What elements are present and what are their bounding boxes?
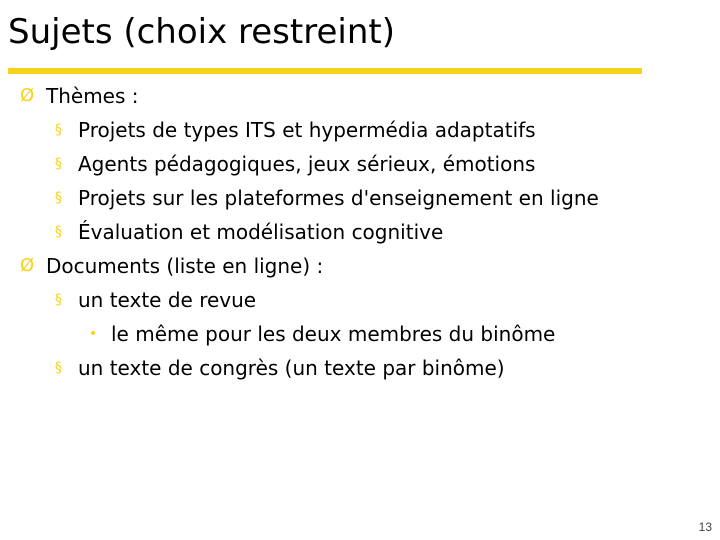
square-bullet-icon: §	[55, 190, 62, 206]
list-item-text: Agents pédagogiques, jeux sérieux, émotions	[78, 152, 536, 176]
title-underline	[8, 68, 642, 74]
square-bullet-icon: §	[55, 360, 62, 376]
list-item-text: Thèmes :	[46, 84, 139, 108]
dot-bullet-icon: •	[89, 326, 98, 342]
list-item-text: Documents (liste en ligne) :	[46, 254, 324, 278]
list-item-text: Projets de types ITS et hypermédia adaptatifs	[78, 118, 536, 142]
list-item-text: un texte de congrès (un texte par binôme)	[78, 356, 505, 380]
list-item-text: Évaluation et modélisation cognitive	[78, 220, 444, 244]
arrow-bullet-icon: Ø	[20, 255, 35, 276]
square-bullet-icon: §	[55, 122, 62, 138]
list-item-text: Projets sur les plateformes d'enseignement en ligne	[78, 186, 599, 210]
slide-title: Sujets (choix restreint)	[8, 12, 395, 52]
square-bullet-icon: §	[55, 292, 62, 308]
page-number: 13	[698, 520, 712, 534]
list-item-text: le même pour les deux membres du binôme	[111, 322, 556, 346]
list-item-text: un texte de revue	[78, 288, 257, 312]
arrow-bullet-icon: Ø	[20, 85, 35, 106]
square-bullet-icon: §	[55, 156, 62, 172]
square-bullet-icon: §	[55, 224, 62, 240]
